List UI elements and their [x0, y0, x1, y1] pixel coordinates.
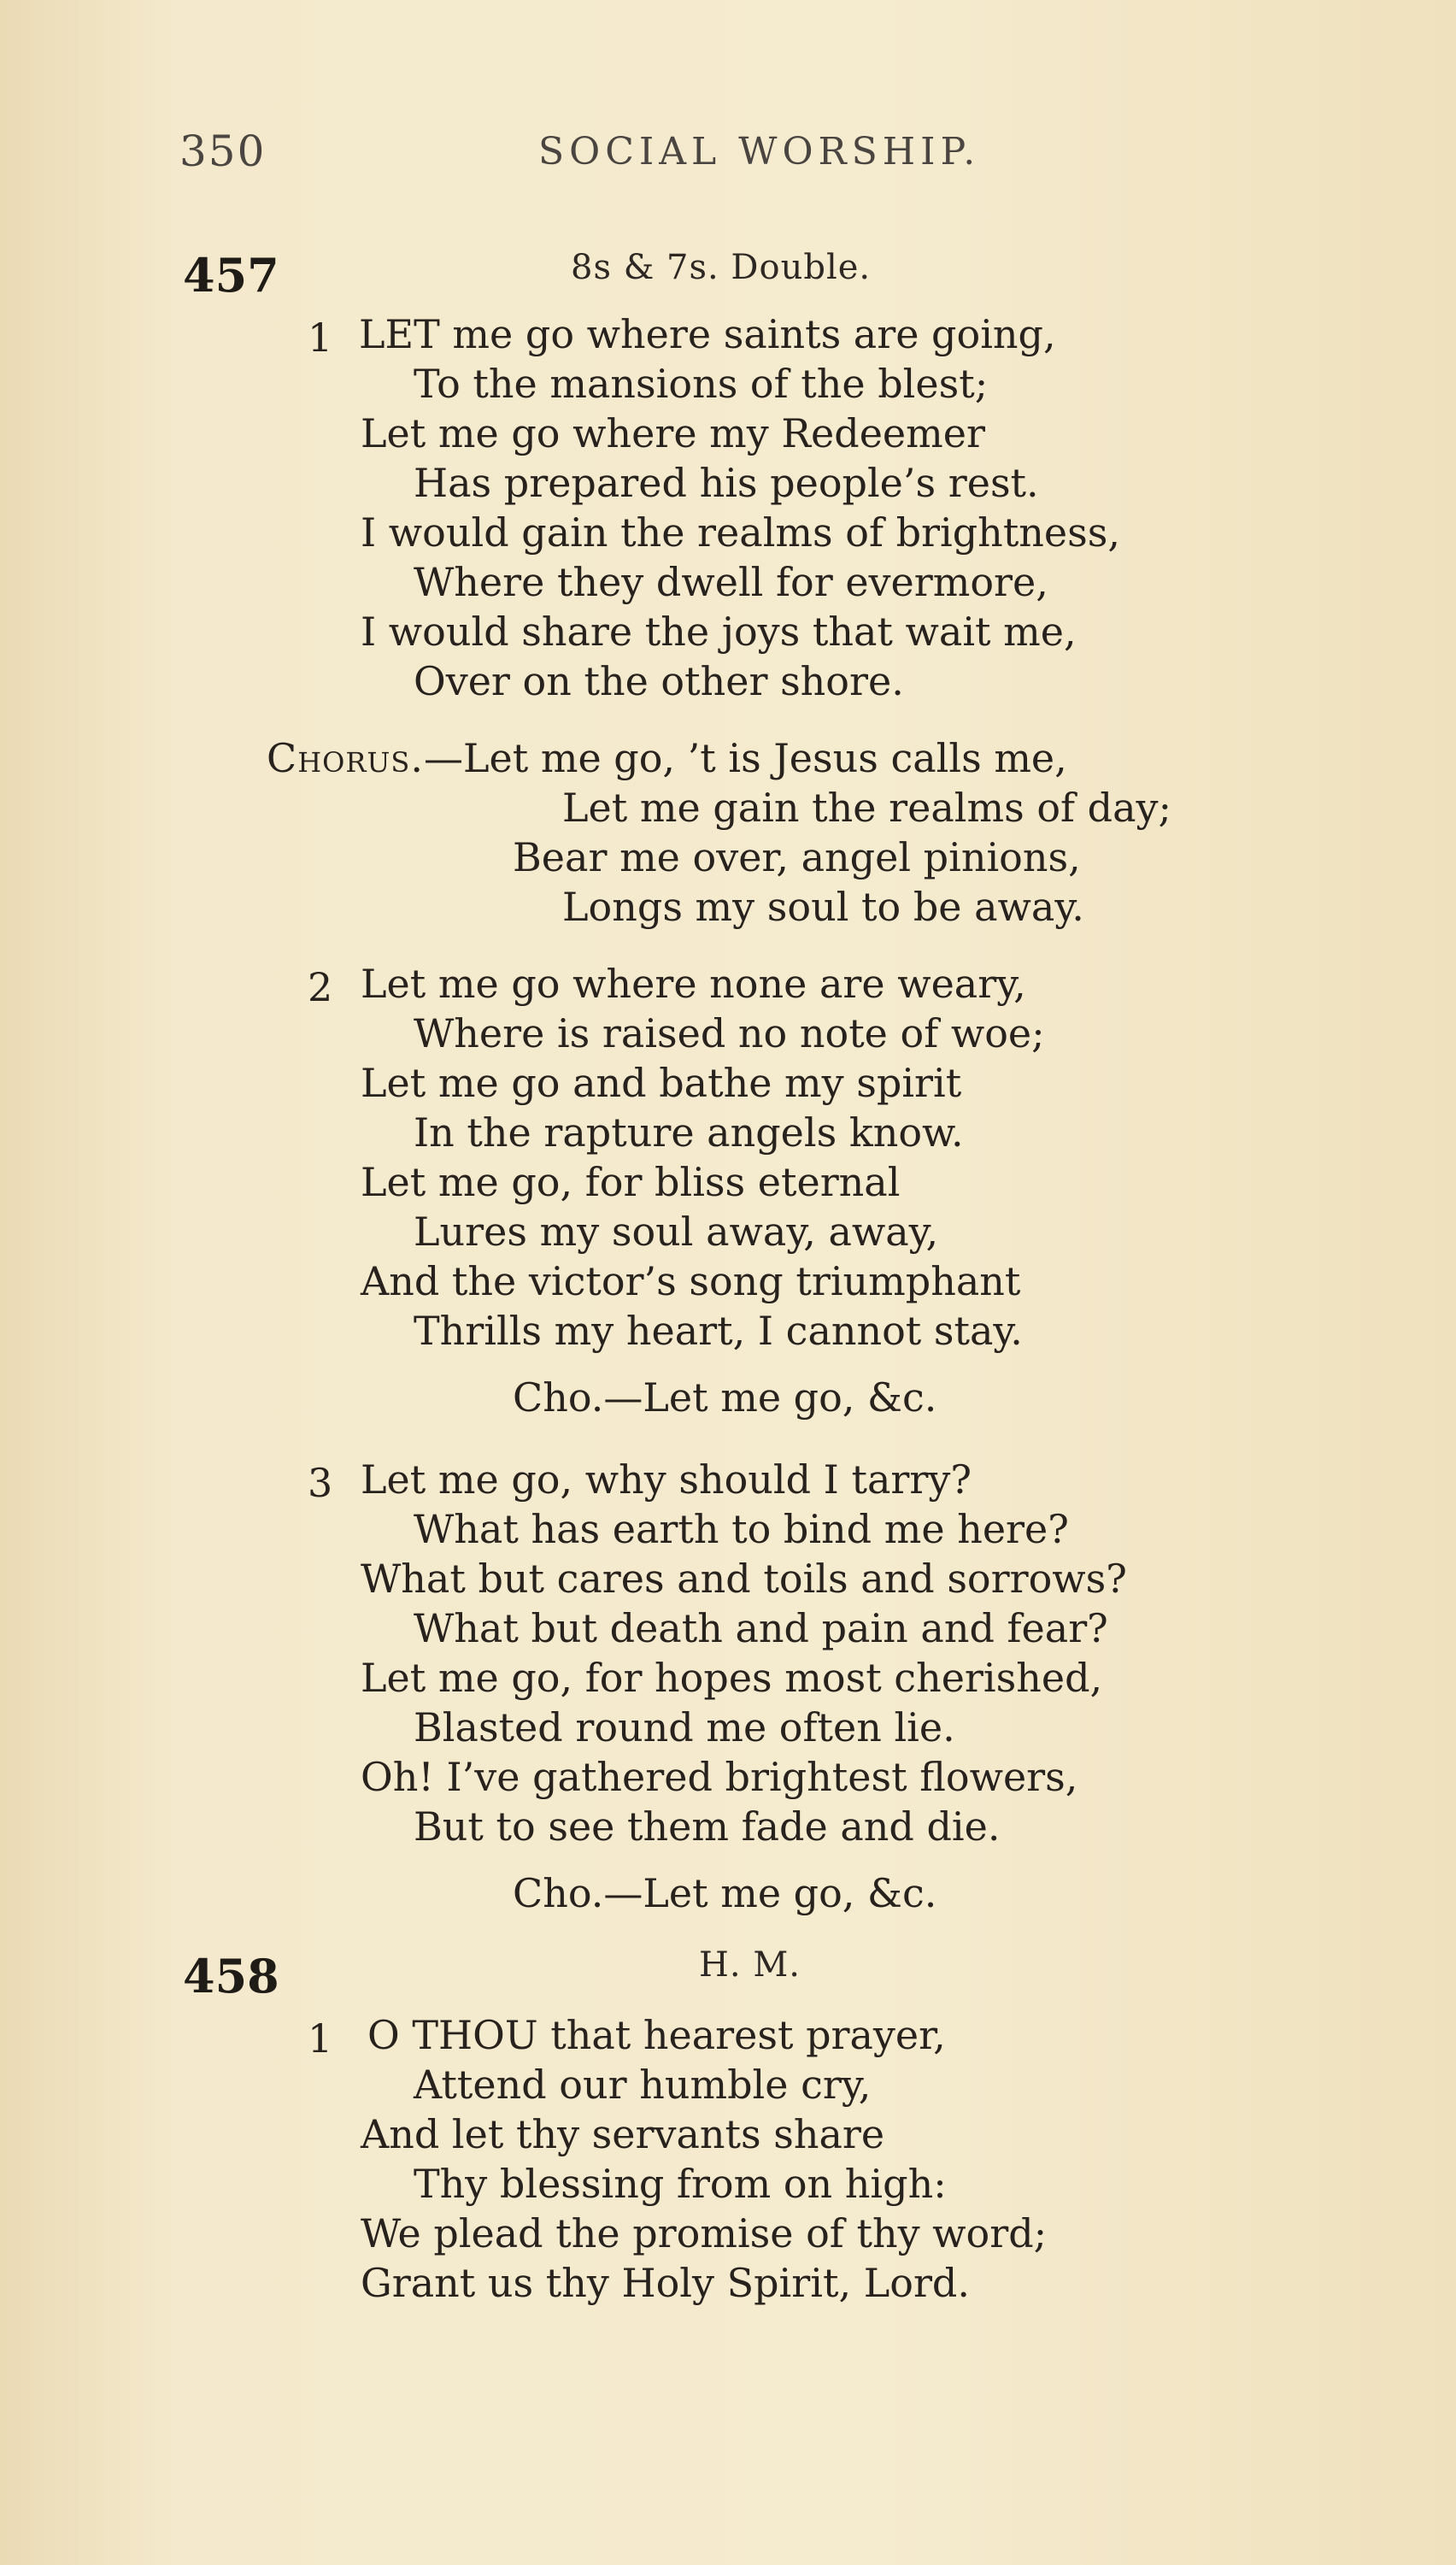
- verse-line: And let thy servants share: [361, 2111, 885, 2157]
- verse-line: What has earth to bind me here?: [414, 1506, 1069, 1552]
- chorus-text: —Let me go, ’t is Jesus calls me,: [423, 735, 1067, 781]
- verse-line: Let me go, why should I tarry?: [361, 1456, 972, 1503]
- verse-line: What but cares and toils and sorrows?: [361, 1556, 1127, 1602]
- verse-line: Thrills my heart, I cannot stay.: [414, 1308, 1023, 1354]
- chorus-label: Chorus.: [267, 735, 424, 781]
- verse-line: Let me go where none are weary,: [361, 961, 1026, 1007]
- verse-line: Let me go and bathe my spirit: [361, 1060, 962, 1106]
- verse-line: Thy blessing from on high:: [414, 2161, 947, 2207]
- chorus-line: [267, 733, 1067, 783]
- verse-number: 1: [308, 2015, 333, 2062]
- verse-line: We plead the promise of thy word;: [361, 2210, 1048, 2256]
- verse-line: Lures my soul away, away,: [414, 1209, 939, 1255]
- verse-line: Let me go, for hopes most cherished,: [361, 1655, 1103, 1701]
- hymn-number: 457: [183, 248, 279, 303]
- verse-number: 1: [308, 315, 333, 361]
- hymn-meter: H. M.: [699, 1945, 801, 1985]
- page-number: 350: [179, 126, 267, 176]
- hymn-meter: 8s & 7s. Double.: [571, 248, 872, 287]
- chorus-line: Let me gain the realms of day;: [562, 785, 1172, 831]
- running-head: SOCIAL WORSHIP.: [538, 130, 981, 174]
- verse-line: Let me go where my Redeemer: [361, 410, 985, 456]
- verse-line: Grant us thy Holy Spirit, Lord.: [361, 2260, 970, 2306]
- verse-line: I would gain the realms of brightness,: [361, 509, 1120, 556]
- hymn-number: 458: [183, 1949, 279, 2003]
- verse-line: Oh! I’ve gathered brightest flowers,: [361, 1754, 1078, 1800]
- chorus-reference: Cho.—Let me go, &c.: [513, 1870, 937, 1916]
- chorus-line: Bear me over, angel pinions,: [513, 834, 1081, 880]
- verse-line: Blasted round me often lie.: [414, 1704, 955, 1750]
- verse-line: Where is raised no note of woe;: [414, 1010, 1045, 1056]
- verse-line: Where they dwell for evermore,: [414, 559, 1048, 605]
- verse-line: Has prepared his people’s rest.: [414, 460, 1039, 506]
- verse-line: What but death and pain and fear?: [414, 1605, 1108, 1651]
- verse-line: LET me go where saints are going,: [359, 311, 1056, 357]
- verse-number: 3: [308, 1460, 333, 1506]
- verse-line: Attend our humble cry,: [414, 2062, 872, 2108]
- page-header: [179, 126, 1034, 186]
- verse-line: Let me go, for bliss eternal: [361, 1159, 901, 1205]
- chorus-line: Longs my soul to be away.: [562, 884, 1084, 930]
- verse-line: O THOU that hearest prayer,: [367, 2012, 946, 2058]
- verse-line: In the rapture angels know.: [414, 1109, 964, 1156]
- verse-line: I would share the joys that wait me,: [361, 609, 1077, 655]
- verse-number: 2: [308, 964, 333, 1010]
- chorus-reference: Cho.—Let me go, &c.: [513, 1374, 937, 1421]
- verse-line: To the mansions of the blest;: [414, 361, 989, 407]
- verse-line: Over on the other shore.: [414, 658, 904, 704]
- verse-line: But to see them fade and die.: [414, 1803, 1001, 1850]
- verse-line: And the victor’s song triumphant: [361, 1258, 1021, 1304]
